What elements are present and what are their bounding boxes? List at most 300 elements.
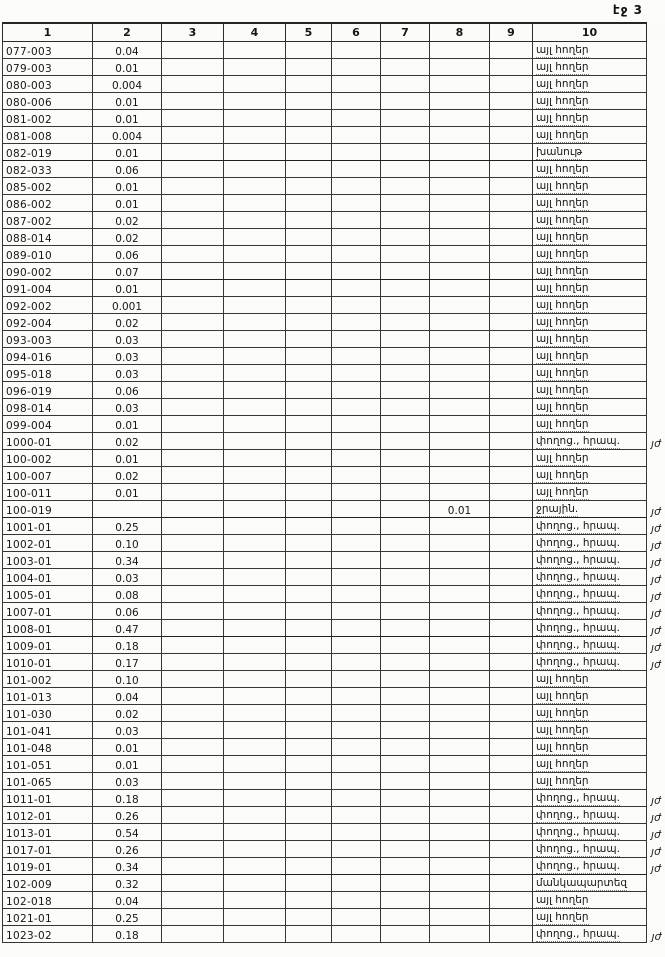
area-value-cell: 0.18 (93, 790, 162, 807)
handwritten-margin-note (647, 688, 665, 705)
empty-cell-col7 (381, 195, 430, 212)
empty-cell-col6 (332, 824, 381, 841)
table-row (3, 926, 665, 943)
empty-cell-col9 (490, 569, 533, 586)
land-use-label: այլ հողեր (536, 418, 589, 430)
col8-value-cell (430, 93, 490, 110)
handwritten-margin-note (647, 484, 665, 501)
col8-value-cell (430, 858, 490, 875)
col8-value-cell (430, 280, 490, 297)
parcel-code-cell: 099-004 (3, 416, 93, 433)
empty-cell-col6 (332, 569, 381, 586)
empty-cell-col6 (332, 331, 381, 348)
area-value-cell: 0.01 (93, 178, 162, 195)
area-value-cell: 0.25 (93, 518, 162, 535)
empty-cell-col5 (286, 841, 332, 858)
empty-cell-col7 (381, 382, 430, 399)
col8-value-cell (430, 909, 490, 926)
empty-cell-col6 (332, 399, 381, 416)
table-row (3, 314, 665, 331)
parcel-code-cell: 080-003 (3, 76, 93, 93)
table-row (3, 416, 665, 433)
land-use-cell (533, 467, 647, 484)
land-use-cell (533, 773, 647, 790)
empty-cell-col6 (332, 110, 381, 127)
col8-value-cell (430, 433, 490, 450)
parcel-code-cell: 1000-01 (3, 433, 93, 450)
column-header-8: 8 (430, 23, 490, 42)
empty-cell-col3 (162, 841, 224, 858)
empty-cell-col3 (162, 246, 224, 263)
land-use-cell (533, 790, 647, 807)
empty-cell-col6 (332, 909, 381, 926)
col8-value-cell (430, 841, 490, 858)
parcel-code-cell: 1007-01 (3, 603, 93, 620)
empty-cell-col7 (381, 603, 430, 620)
column-header-10: 10 (533, 23, 647, 42)
empty-cell-col4 (224, 348, 286, 365)
parcel-code-cell: 091-004 (3, 280, 93, 297)
empty-cell-col7 (381, 110, 430, 127)
land-use-cell (533, 654, 647, 671)
parcel-code-cell: 081-002 (3, 110, 93, 127)
empty-cell-col3 (162, 178, 224, 195)
page-number-label: էջ 3 (612, 3, 643, 17)
empty-cell-col4 (224, 365, 286, 382)
handwritten-margin-note (647, 875, 665, 892)
land-use-cell (533, 909, 647, 926)
land-use-cell (533, 858, 647, 875)
col8-value-cell (430, 42, 490, 59)
empty-cell-col4 (224, 671, 286, 688)
empty-cell-col5 (286, 552, 332, 569)
empty-cell-col9 (490, 637, 533, 654)
col8-value-cell (430, 450, 490, 467)
empty-cell-col6 (332, 790, 381, 807)
empty-cell-col3 (162, 42, 224, 59)
table-row (3, 892, 665, 909)
empty-cell-col6 (332, 552, 381, 569)
empty-cell-col9 (490, 858, 533, 875)
empty-cell-col6 (332, 161, 381, 178)
empty-cell-col4 (224, 637, 286, 654)
land-use-cell (533, 433, 647, 450)
empty-cell-col9 (490, 620, 533, 637)
parcel-code-cell: 1001-01 (3, 518, 93, 535)
empty-cell-col7 (381, 501, 430, 518)
col8-value-cell (430, 246, 490, 263)
empty-cell-col9 (490, 824, 533, 841)
handwritten-margin-note (647, 773, 665, 790)
empty-cell-col5 (286, 314, 332, 331)
margin-column-header (647, 23, 665, 42)
empty-cell-col9 (490, 535, 533, 552)
parcel-code-cell: 1021-01 (3, 909, 93, 926)
empty-cell-col4 (224, 501, 286, 518)
empty-cell-col3 (162, 314, 224, 331)
empty-cell-col3 (162, 450, 224, 467)
area-value-cell: 0.004 (93, 127, 162, 144)
col8-value-cell (430, 178, 490, 195)
land-use-label: փողոց., հրապ. (536, 843, 620, 855)
empty-cell-col6 (332, 59, 381, 76)
area-value-cell: 0.004 (93, 76, 162, 93)
table-row (3, 93, 665, 110)
table-row (3, 246, 665, 263)
col8-value-cell (430, 790, 490, 807)
handwritten-margin-note: յժ (651, 811, 661, 824)
handwritten-margin-note: յժ (651, 930, 662, 943)
empty-cell-col6 (332, 671, 381, 688)
handwritten-margin-note (647, 739, 665, 756)
parcel-code-cell: 092-004 (3, 314, 93, 331)
empty-cell-col7 (381, 365, 430, 382)
column-header-1: 1 (3, 23, 93, 42)
col8-value-cell (430, 705, 490, 722)
handwritten-margin-note (647, 399, 665, 416)
table-row (3, 909, 665, 926)
empty-cell-col4 (224, 909, 286, 926)
empty-cell-col3 (162, 263, 224, 280)
empty-cell-col5 (286, 229, 332, 246)
land-use-label: փողոց., հրապ. (536, 826, 620, 838)
empty-cell-col5 (286, 892, 332, 909)
col8-value-cell (430, 722, 490, 739)
land-use-cell (533, 620, 647, 637)
empty-cell-col4 (224, 705, 286, 722)
land-use-label: այլ հողեր (536, 112, 589, 124)
empty-cell-col3 (162, 195, 224, 212)
empty-cell-col5 (286, 569, 332, 586)
empty-cell-col3 (162, 144, 224, 161)
empty-cell-col5 (286, 926, 332, 943)
area-value-cell: 0.25 (93, 909, 162, 926)
area-value-cell: 0.34 (93, 552, 162, 569)
empty-cell-col7 (381, 688, 430, 705)
table-row (3, 212, 665, 229)
empty-cell-col4 (224, 59, 286, 76)
empty-cell-col7 (381, 586, 430, 603)
area-value-cell: 0.01 (93, 756, 162, 773)
empty-cell-col7 (381, 93, 430, 110)
table-row (3, 858, 665, 875)
land-use-label: փողոց., հրապ. (536, 435, 620, 447)
empty-cell-col3 (162, 76, 224, 93)
empty-cell-col7 (381, 212, 430, 229)
column-header-7: 7 (381, 23, 430, 42)
parcel-code-cell: 101-065 (3, 773, 93, 790)
empty-cell-col5 (286, 416, 332, 433)
land-use-label: այլ հողեր (536, 350, 589, 362)
empty-cell-col5 (286, 484, 332, 501)
land-use-label: ջրային. (536, 503, 579, 515)
empty-cell-col5 (286, 42, 332, 59)
land-use-cell (533, 212, 647, 229)
empty-cell-col9 (490, 76, 533, 93)
area-value-cell: 0.08 (93, 586, 162, 603)
handwritten-margin-note: յժ (651, 505, 661, 518)
empty-cell-col6 (332, 518, 381, 535)
parcel-code-cell: 082-033 (3, 161, 93, 178)
table-row (3, 756, 665, 773)
empty-cell-col3 (162, 59, 224, 76)
handwritten-margin-note: յժ (651, 539, 661, 552)
table-row (3, 569, 665, 586)
empty-cell-col4 (224, 246, 286, 263)
empty-cell-col5 (286, 773, 332, 790)
empty-cell-col4 (224, 331, 286, 348)
handwritten-margin-note (647, 127, 665, 144)
empty-cell-col6 (332, 756, 381, 773)
handwritten-margin-note (647, 212, 665, 229)
col8-value-cell (430, 586, 490, 603)
empty-cell-col5 (286, 178, 332, 195)
empty-cell-col6 (332, 484, 381, 501)
handwritten-margin-note: յժ (651, 641, 661, 654)
empty-cell-col6 (332, 365, 381, 382)
col8-value-cell (430, 382, 490, 399)
empty-cell-col9 (490, 416, 533, 433)
parcel-code-cell: 081-008 (3, 127, 93, 144)
area-value-cell: 0.01 (93, 450, 162, 467)
empty-cell-col7 (381, 518, 430, 535)
parcel-code-cell: 1002-01 (3, 535, 93, 552)
table-row (3, 501, 665, 518)
area-value-cell: 0.10 (93, 535, 162, 552)
empty-cell-col7 (381, 144, 430, 161)
empty-cell-col9 (490, 195, 533, 212)
empty-cell-col9 (490, 603, 533, 620)
land-use-cell (533, 399, 647, 416)
col8-value-cell (430, 654, 490, 671)
area-value-cell: 0.26 (93, 807, 162, 824)
empty-cell-col4 (224, 433, 286, 450)
empty-cell-col4 (224, 535, 286, 552)
table-row (3, 654, 665, 671)
empty-cell-col6 (332, 705, 381, 722)
empty-cell-col7 (381, 739, 430, 756)
handwritten-margin-note (647, 161, 665, 178)
empty-cell-col7 (381, 42, 430, 59)
empty-cell-col7 (381, 416, 430, 433)
empty-cell-col7 (381, 59, 430, 76)
empty-cell-col5 (286, 297, 332, 314)
area-value-cell: 0.03 (93, 722, 162, 739)
parcel-code-cell: 094-016 (3, 348, 93, 365)
land-use-cell (533, 365, 647, 382)
land-use-cell (533, 178, 647, 195)
empty-cell-col4 (224, 756, 286, 773)
area-value-cell: 0.02 (93, 229, 162, 246)
empty-cell-col9 (490, 178, 533, 195)
area-value-cell: 0.001 (93, 297, 162, 314)
area-value-cell: 0.32 (93, 875, 162, 892)
empty-cell-col9 (490, 722, 533, 739)
col8-value-cell (430, 212, 490, 229)
table-row (3, 603, 665, 620)
table-row (3, 790, 665, 807)
col8-value-cell (430, 671, 490, 688)
column-header-5: 5 (286, 23, 332, 42)
land-use-label: այլ հողեր (536, 333, 589, 345)
col8-value-cell (430, 467, 490, 484)
empty-cell-col9 (490, 59, 533, 76)
empty-cell-col4 (224, 926, 286, 943)
parcel-code-cell: 1013-01 (3, 824, 93, 841)
parcel-code-cell: 079-003 (3, 59, 93, 76)
area-value-cell: 0.17 (93, 654, 162, 671)
empty-cell-col3 (162, 722, 224, 739)
area-value-cell: 0.18 (93, 926, 162, 943)
empty-cell-col6 (332, 875, 381, 892)
land-use-label: այլ հողեր (536, 61, 589, 73)
empty-cell-col6 (332, 603, 381, 620)
land-use-cell (533, 229, 647, 246)
area-value-cell: 0.03 (93, 348, 162, 365)
empty-cell-col9 (490, 127, 533, 144)
area-value-cell: 0.18 (93, 637, 162, 654)
land-use-cell (533, 93, 647, 110)
col8-value-cell (430, 552, 490, 569)
empty-cell-col5 (286, 603, 332, 620)
empty-cell-col9 (490, 263, 533, 280)
empty-cell-col4 (224, 416, 286, 433)
area-value-cell: 0.02 (93, 212, 162, 229)
area-value-cell: 0.04 (93, 42, 162, 59)
parcel-code-cell: 088-014 (3, 229, 93, 246)
parcel-code-cell: 092-002 (3, 297, 93, 314)
empty-cell-col7 (381, 484, 430, 501)
table-row (3, 229, 665, 246)
empty-cell-col3 (162, 773, 224, 790)
handwritten-margin-note (647, 892, 665, 909)
empty-cell-col4 (224, 229, 286, 246)
empty-cell-col7 (381, 705, 430, 722)
land-use-label: այլ հողեր (536, 180, 589, 192)
handwritten-margin-note (647, 382, 665, 399)
area-value-cell: 0.06 (93, 382, 162, 399)
empty-cell-col9 (490, 161, 533, 178)
handwritten-margin-note: յժ (651, 862, 661, 875)
col8-value-cell (430, 807, 490, 824)
empty-cell-col4 (224, 297, 286, 314)
parcel-code-cell: 1008-01 (3, 620, 93, 637)
empty-cell-col6 (332, 195, 381, 212)
land-use-label: այլ հողեր (536, 384, 589, 396)
empty-cell-col7 (381, 790, 430, 807)
empty-cell-col5 (286, 144, 332, 161)
empty-cell-col7 (381, 807, 430, 824)
empty-cell-col7 (381, 552, 430, 569)
land-use-label: այլ հողեր (536, 367, 589, 379)
empty-cell-col9 (490, 484, 533, 501)
empty-cell-col4 (224, 93, 286, 110)
parcel-code-cell: 101-041 (3, 722, 93, 739)
empty-cell-col3 (162, 110, 224, 127)
table-row (3, 535, 665, 552)
empty-cell-col9 (490, 501, 533, 518)
empty-cell-col3 (162, 909, 224, 926)
empty-cell-col9 (490, 212, 533, 229)
empty-cell-col3 (162, 603, 224, 620)
land-use-cell (533, 144, 647, 161)
table-row (3, 450, 665, 467)
empty-cell-col7 (381, 178, 430, 195)
handwritten-margin-note: յժ (651, 522, 661, 535)
empty-cell-col5 (286, 93, 332, 110)
empty-cell-col7 (381, 331, 430, 348)
land-use-label: այլ հողեր (536, 231, 589, 243)
empty-cell-col4 (224, 569, 286, 586)
col8-value-cell: 0.01 (430, 501, 490, 518)
col8-value-cell (430, 297, 490, 314)
empty-cell-col5 (286, 824, 332, 841)
empty-cell-col9 (490, 365, 533, 382)
empty-cell-col5 (286, 722, 332, 739)
land-use-cell (533, 705, 647, 722)
land-use-cell (533, 603, 647, 620)
empty-cell-col4 (224, 161, 286, 178)
empty-cell-col3 (162, 926, 224, 943)
empty-cell-col5 (286, 110, 332, 127)
parcel-code-cell: 1011-01 (3, 790, 93, 807)
col8-value-cell (430, 416, 490, 433)
empty-cell-col4 (224, 518, 286, 535)
empty-cell-col4 (224, 824, 286, 841)
table-row (3, 76, 665, 93)
handwritten-margin-note (647, 280, 665, 297)
area-value-cell: 0.47 (93, 620, 162, 637)
area-value-cell: 0.02 (93, 433, 162, 450)
empty-cell-col6 (332, 637, 381, 654)
column-header-2: 2 (93, 23, 162, 42)
empty-cell-col6 (332, 892, 381, 909)
parcel-code-cell: 096-019 (3, 382, 93, 399)
empty-cell-col5 (286, 212, 332, 229)
parcel-code-cell: 100-007 (3, 467, 93, 484)
col8-value-cell (430, 399, 490, 416)
area-value-cell (93, 501, 162, 518)
area-value-cell: 0.10 (93, 671, 162, 688)
empty-cell-col7 (381, 280, 430, 297)
land-use-label: այլ հողեր (536, 724, 589, 736)
empty-cell-col9 (490, 671, 533, 688)
empty-cell-col9 (490, 654, 533, 671)
empty-cell-col9 (490, 586, 533, 603)
empty-cell-col5 (286, 161, 332, 178)
table-row (3, 841, 665, 858)
empty-cell-col4 (224, 722, 286, 739)
empty-cell-col5 (286, 365, 332, 382)
land-use-cell (533, 518, 647, 535)
land-use-label: փողոց., հրապ. (536, 928, 620, 940)
table-row (3, 467, 665, 484)
empty-cell-col7 (381, 433, 430, 450)
empty-cell-col6 (332, 382, 381, 399)
land-use-cell (533, 127, 647, 144)
column-header-3: 3 (162, 23, 224, 42)
col8-value-cell (430, 637, 490, 654)
parcel-code-cell: 086-002 (3, 195, 93, 212)
empty-cell-col3 (162, 484, 224, 501)
empty-cell-col4 (224, 178, 286, 195)
empty-cell-col7 (381, 637, 430, 654)
table-row (3, 620, 665, 637)
table-row (3, 552, 665, 569)
empty-cell-col6 (332, 246, 381, 263)
table-row (3, 348, 665, 365)
empty-cell-col3 (162, 365, 224, 382)
